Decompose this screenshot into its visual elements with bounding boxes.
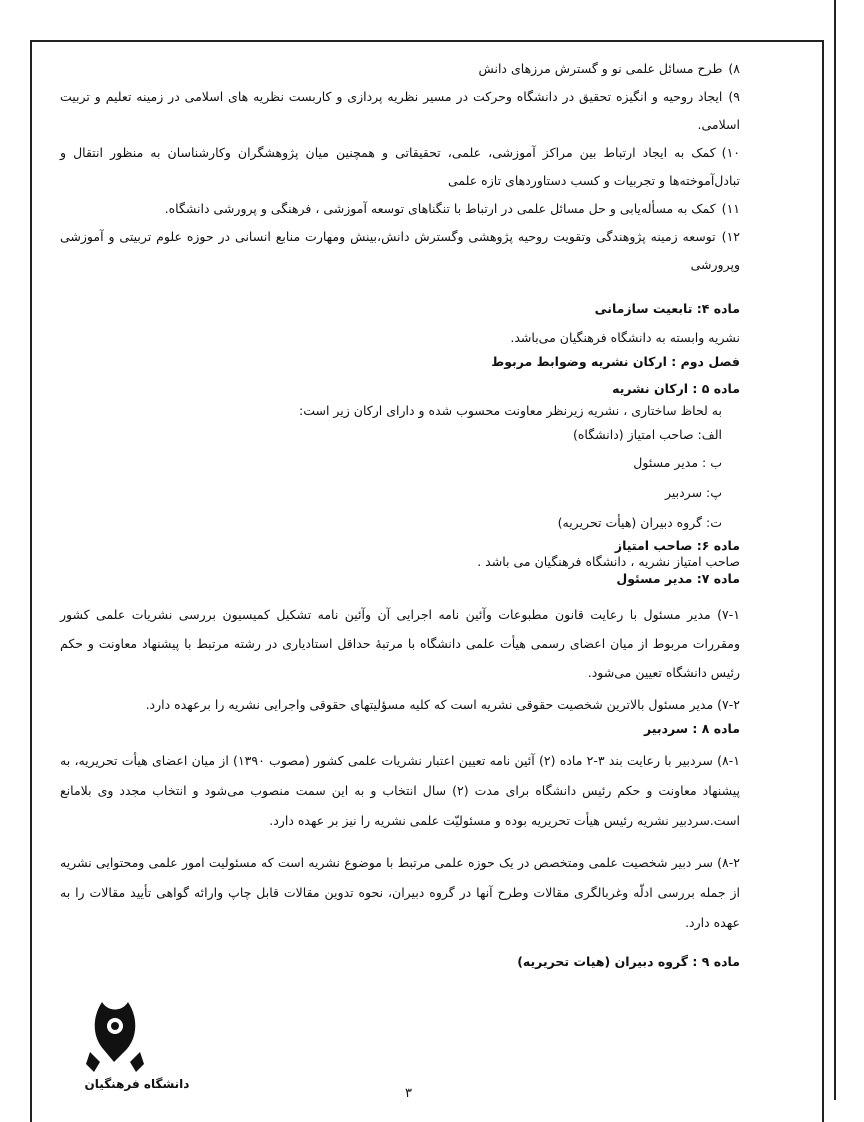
madde8-p1: ۸-۱) سردبیر با رعایت بند ۳-۲ ماده (۲) آئین نامه تعیین اعتبار نشریات علمی کشور (مصوب ۱۳۹۰) از میان اعضای هیأت تحریریه، به پیشنهاد معاونت و حکم رئیس دانشگاه برای مدت (۲) سال انتخاب و به این سمت منصوب می‌شود و انتخاب مجدد وی بلامانع است.سردبیر نشریه رئیس هیأت تحریریه بوده و مسئولیّت علمی نشریه را نیز بر عهده دارد. — [60, 753, 740, 828]
list-item-number: ۹) — [728, 89, 740, 104]
list-item-text: کمک به مسأله‌یابی و حل مسائل علمی در ارتباط با تنگناهای توسعه آموزشی ، فرهنگی و پرورشی دانشگاه. — [164, 201, 716, 216]
list-item — [60, 83, 740, 139]
madde7-p1: ۷-۱) مدیر مسئول با رعایت قانون مطبوعات وآئین نامه اجرایی آن وآئین نامه تشکیل کمیسیون بررسی نشریات علمی کشور ومقررات مربوط از میان اعضای رسمی هیأت علمی دانشگاه با مرتبهٔ حداقل استادیاری در رشته مرتبط با پیشنهاد معاونت و حکم رئیس دانشگاه تعیین می‌شود. — [60, 607, 740, 680]
madde5-pe: پ: سردبیر — [664, 485, 722, 500]
document-body — [60, 55, 740, 969]
list-item-text: طرح مسائل علمی نو و گسترش مرزهای دانش — [478, 61, 723, 76]
list-item-number: ۱۰) — [721, 145, 740, 160]
madde6-text: صاحب امتیاز نشریه ، دانشگاه فرهنگیان می باشد . — [477, 554, 740, 569]
list-item-number: ۸) — [728, 61, 740, 76]
madde8-title: ماده ۸ : سردبیر — [644, 721, 740, 736]
list-item-text: ایجاد روحیه و انگیزه تحقیق در دانشگاه وحرکت در مسیر نظریه پردازی و کاربست نظریه های اسلامی در زمینه تعلیم و تربیت اسلامی. — [60, 89, 740, 132]
madde5-be: ب : مدیر مسئول — [633, 455, 722, 470]
list-item — [60, 55, 740, 83]
page-number: ۳ — [405, 1086, 412, 1101]
chapter2-title: فصل دوم : ارکان نشریه وضوابط مربوط — [491, 354, 740, 369]
list-item-number: ۱۲) — [721, 229, 740, 244]
madde5-te: ت: گروه دبیران (هیأت تحریریه) — [557, 515, 722, 530]
madde8-p2: ۸-۲) سر دبیر شخصیت علمی ومتخصص در یک حوزه علمی مرتبط با موضوع نشریه است که مسئولیت امور علمی ومحتوایی نشریه از جمله بررسی ادلّه وغربالگری مقالات وطرح آنها در گروه دبیران، نحوه تدوین مقالات قابل چاپ وارائه گواهی تأیید مقالات را به عهده دارد. — [60, 855, 740, 930]
madde4-title: ماده ۴: تابعیت سازمانی — [594, 301, 740, 316]
madde4-text: نشریه وابسته به دانشگاه فرهنگیان می‌باشد. — [510, 330, 740, 345]
list-item-number: ۱۱) — [721, 201, 740, 216]
page-edge-line — [834, 0, 836, 1100]
madde7-p2: ۷-۲) مدیر مسئول بالاترین شخصیت حقوقی نشریه است که کلیه مسؤلیتهای حقوقی واجرایی نشریه را برعهده دارد. — [145, 697, 740, 712]
list-item-text: توسعه زمینه پژوهندگی وتقویت روحیه پژوهشی وگسترش دانش،بینش ومهارت منابع انسانی در حوزه علوم تربیتی و آموزشی وپرورشی — [60, 229, 740, 272]
list-item — [60, 223, 740, 279]
list-item — [60, 139, 740, 195]
madde5-intro: به لحاظ ساختاری ، نشریه زیرنظر معاونت محسوب شده و دارای ارکان زیر است: — [299, 403, 722, 418]
madde6-title: ماده ۶: صاحب امتیاز — [614, 538, 740, 553]
list-item-text: کمک به ایجاد ارتباط بین مراکز آموزشی، علمی، تحقیقاتی و همچنین میان پژوهشگران وکارشناسان به منظور انتقال و تبادل‌آموخته‌ها و تجربیات و کسب دستاوردهای تازه علمی — [60, 145, 740, 188]
madde5-alef: الف: صاحب امتیاز (دانشگاه) — [572, 427, 722, 442]
objectives-list — [60, 55, 740, 279]
madde9-title: ماده ۹ : گروه دبیران (هیات تحریریه) — [517, 954, 740, 969]
list-item — [60, 195, 740, 223]
university-emblem-icon — [82, 992, 192, 1100]
svg-text:دانشگاه فرهنگیان: دانشگاه فرهنگیان — [84, 1077, 190, 1091]
madde5-title: ماده ۵ : ارکان نشریه — [612, 381, 740, 396]
madde7-title: ماده ۷: مدیر مسئول — [616, 571, 740, 586]
university-logo — [82, 992, 192, 1100]
